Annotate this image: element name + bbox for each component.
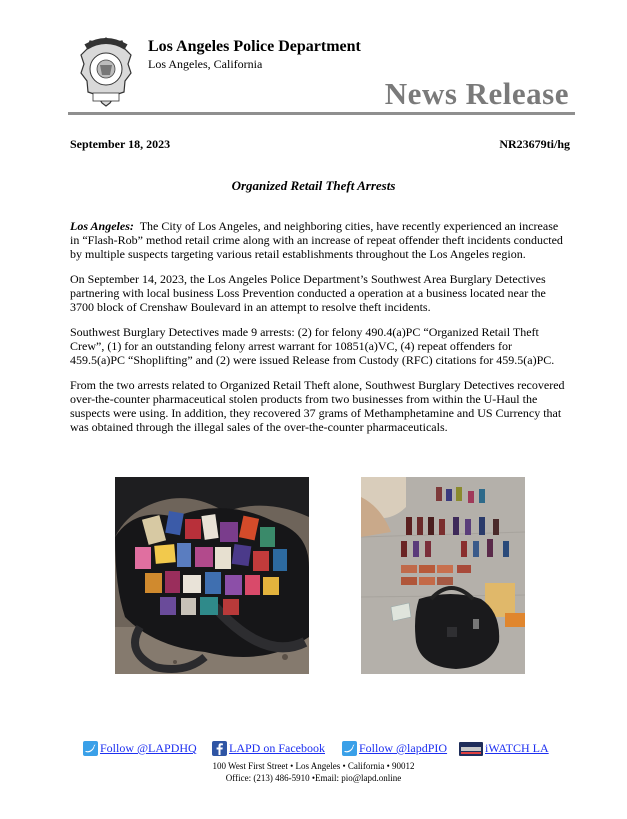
release-number: NR23679ti/hg xyxy=(499,137,570,151)
paragraph-2: On September 14, 2023, the Los Angeles Police Department’s Southwest Area Burglary Detectives partnering with local business Loss Prevention conducted a operation at a business located near the 3700 block of Crenshaw Boulevard in an attempt to resolve theft incidents. xyxy=(70,272,546,314)
headline: Organized Retail Theft Arrests xyxy=(231,178,396,193)
paragraph-1 xyxy=(70,219,566,261)
footer-link-label: iWATCH LA xyxy=(485,741,549,755)
lapd-badge-logo xyxy=(80,37,132,107)
footer-link-iwatch[interactable] xyxy=(459,741,549,756)
footer-link-label: Follow @LAPDHQ xyxy=(100,741,197,755)
article-body xyxy=(70,219,566,445)
news-release-title: News Release xyxy=(384,76,569,111)
footer-link-label: LAPD on Facebook xyxy=(229,741,325,755)
paragraph-4: From the two arrests related to Organized Retail Theft alone, Southwest Burglary Detectives recovered over-the-counter pharmaceutical stolen products from two businesses from within the U-Haul the suspects were using. In addition, they recovered 37 grams of Methamphetamine and US Currency that was obtained through the illegal sales of the over-the-counter pharmaceuticals. xyxy=(70,378,565,434)
facebook-icon xyxy=(212,741,227,756)
paragraph-1-text: The City of Los Angeles, and neighboring cities, have recently experienced an increase in “Flash-Rob” method retail crime along with an increase of repeat offender theft incidents conducted by multiple suspects targeting various retail establishments throughout the Los Angeles region. xyxy=(70,219,563,261)
evidence-photo-floor xyxy=(361,477,525,674)
evidence-photo-bag xyxy=(115,477,309,674)
footer-contact: Office: (213) 486-5910 •Email: pio@lapd.online xyxy=(225,773,402,783)
footer-link-label: Follow @lapdPIO xyxy=(359,741,448,755)
department-name: Los Angeles Police Department xyxy=(148,38,361,55)
dateline: Los Angeles: xyxy=(70,219,134,233)
paragraph-3: Southwest Burglary Detectives made 9 arrests: (2) for felony 490.4(a)PC “Organized Retail Theft Crew”, (1) for an outstanding felony arrest warrant for 10851(a)VC, (4) repeat offenders for 459.5(a)PC “Shoplifting” and (2) were issued Release from Custody (RFC) citations for 459.5(a)PC. xyxy=(70,325,555,367)
twitter-icon xyxy=(83,741,98,756)
footer-link-facebook[interactable] xyxy=(212,741,325,756)
twitter-icon xyxy=(342,741,357,756)
footer-link-twitter-lapdhq[interactable] xyxy=(83,741,197,756)
footer-link-twitter-lapdpio[interactable] xyxy=(342,741,447,756)
footer-address: 100 West First Street • Los Angeles • California • 90012 xyxy=(212,761,415,771)
department-city: Los Angeles, California xyxy=(148,57,263,71)
header-divider xyxy=(68,112,575,115)
social-links xyxy=(83,741,563,759)
iwatch-icon xyxy=(459,742,483,756)
release-date: September 18, 2023 xyxy=(70,137,171,151)
